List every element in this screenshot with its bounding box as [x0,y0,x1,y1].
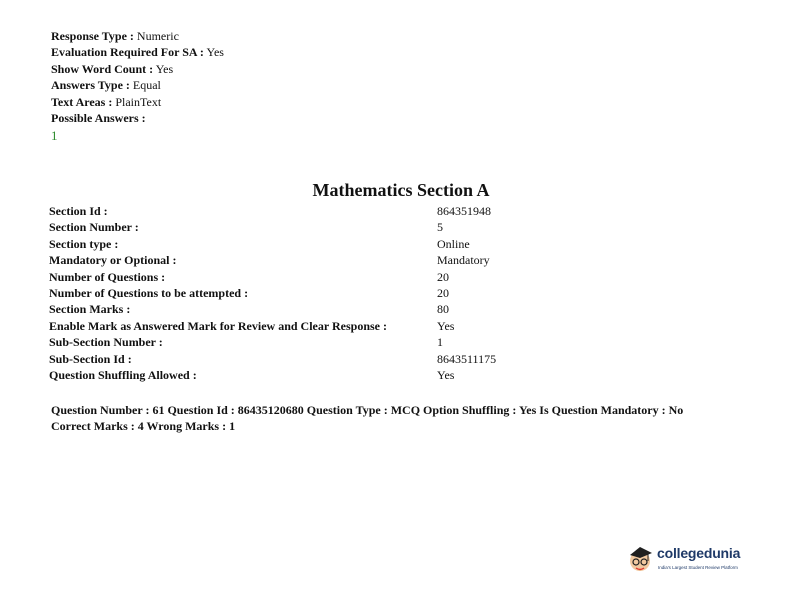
section-row: Number of Questions : 20 [49,269,449,284]
response-type-row: Response Type : Numeric [51,29,179,43]
logo-tagline: India's Largest Student Review Platform [658,565,738,570]
possible-answer-value: 1 [51,128,58,144]
collegedunia-logo [627,541,757,581]
question-header [51,402,683,434]
response-info [51,28,224,145]
text-areas-row: Text Areas : PlainText [51,94,162,109]
section-row: Section Id : 864351948 [49,204,491,218]
possible-answers-row: Possible Answers : [51,111,146,126]
question-meta-line: Question Number : 61 Question Id : 86435120680 Question Type : MCQ Option Shuffling : Yes Is Question Mandatory : No [51,403,684,417]
logo-wordmark: collegedunia [657,545,741,561]
section-row: Sub-Section Id : 8643511175 [49,351,497,366]
section-row: Sub-Section Number : 1 [49,335,443,350]
section-details [49,203,497,383]
section-row: Number of Questions to be attempted : 20 [49,285,449,300]
section-row: Enable Mark as Answered Mark for Review and Clear Response : Yes [49,318,455,333]
answers-type-row: Answers Type : Equal [51,78,161,93]
question-marks-line: Correct Marks : 4 Wrong Marks : 1 [51,419,236,433]
section-row: Mandatory or Optional : Mandatory [49,253,490,268]
section-row: Section Marks : 80 [49,302,449,317]
evaluation-required-row: Evaluation Required For SA : Yes [51,45,224,60]
section-row: Section type : Online [49,236,470,251]
section-row: Section Number : 5 [49,220,443,235]
section-title: Mathematics Section A [312,180,490,200]
mascot-icon [627,541,657,579]
section-row: Question Shuffling Allowed : Yes [49,367,455,382]
show-word-count-row: Show Word Count : Yes [51,61,174,76]
